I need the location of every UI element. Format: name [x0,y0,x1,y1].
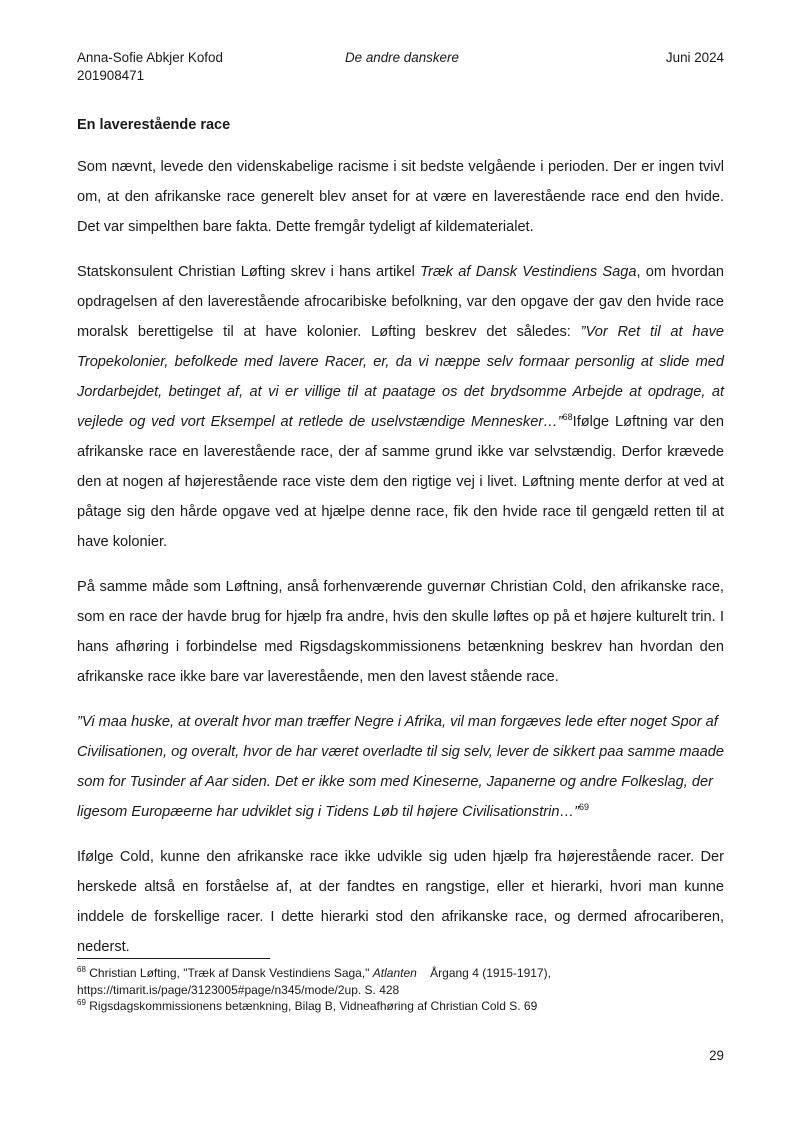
header-student-id: 201908471 [77,68,145,83]
paragraph-2 [77,257,724,557]
paragraph-2-rest: Ifølge Løftning var den afrikanske race en laverestående race, der af samme grund ikke var selvstændig. Derfor krævede den at nogen af højerestående race viste dem den rigtige vej i livet. Løftning mente derfor at ved at påtage sig den hårde opgave ved at hjælpe denne race, fik den hvide race til gengæld retten til at have kolonier. [77,414,724,550]
footnote-68-volume: Årgang 4 (1915-1917), [416,966,551,980]
footnote-divider [77,958,270,959]
document-page [77,0,724,1131]
footnote-69 [77,998,724,1015]
lofting-quote: ”Vor Ret til at have Tropekolonier, befolkede med lavere Racer, er, da vi næppe selv formaar personlig at slide med Jordarbejdet, betinget af, at vi er villige til at paatage os det brydsomme Arbejde at opdrage, at vejlede og ved vort Eksempel at retlede de uselvstændige Mennesker…” [77,324,724,430]
footnote-68-url[interactable]: https://timarit.is/page/3123005#page/n345/mode/2up. S. 428 [77,982,400,997]
header-author-block [77,49,223,85]
paragraph-3: På samme måde som Løftning, anså forhenværende guvernør Christian Cold, den afrikanske race, som en race der havde brug for hjælp fra andre, hvis den skulle løftes op på et højere kulturelt trin. I hans afhøring i forbindelse med Rigsdagskommissionens betænkning beskrev han hvordan den afrikanske race ikke bare var laverestående, men den lavest stående race. [77,579,724,685]
paragraph-2-mid: , om hvordan opdragelsen af den laverestående afrocaribiske befolkning, var den opgave der gav den hvide race moralsk berettigelse til at have kolonier. Løfting beskrev det således: [77,264,724,340]
article-title: Træk af Dansk Vestindiens Saga [420,264,637,280]
footnote-ref-68[interactable]: 68 [562,412,573,422]
paragraph-1: Som nævnt, levede den videnskabelige racisme i sit bedste velgående i perioden. Der er ingen tvivl om, at den afrikanske race generelt blev anset for at være en laverestående race end den hvide. Det var simpelthen bare fakta. Dette fremgår tydeligt af kildematerialet. [77,159,724,235]
footnote-68-number: 68 [77,965,86,974]
footnote-68 [77,965,724,998]
block-quote [77,707,724,827]
footnotes [77,965,724,1015]
page-number: 29 [709,1048,724,1063]
header-author: Anna-Sofie Abkjer Kofod [77,50,223,65]
footnote-69-text: Rigsdagskommissionens betænkning, Bilag B, Vidneafhøring af Christian Cold S. 69 [85,999,538,1013]
footnote-ref-69[interactable]: 69 [578,802,589,812]
footnote-68-text: Christian Løfting, "Træk af Dansk Vestindiens Saga," [85,966,373,980]
header-title: De andre danskere [345,50,459,65]
footnote-69-number: 69 [77,998,86,1007]
section-heading: En laverestående race [77,117,231,133]
cold-quote: ”Vi maa huske, at overalt hvor man træffer Negre i Afrika, vil man forgæves lede efter noget Spor af Civilisationen, og overalt, hvor de har været overladte til sig selv, lever de sikkert paa samme maade som for Tusinder af Aar siden. Det er ikke som med Kineserne, Japanerne og andre Folkeslag, der ligesom Europæerne har udviklet sig i Tidens Løb til højere Civilisationstrin…” [77,714,725,820]
header-date: Juni 2024 [665,50,724,65]
body-text [77,152,724,977]
paragraph-5: Ifølge Cold, kunne den afrikanske race ikke udvikle sig uden hjælp fra højerestående racer. Der herskede altså en forståelse af, at der fandtes en rangstige, eller et hierarki, hvori man kunne inddele de forskellige racer. I dette hierarki stod den afrikanske race, og dermed afrocariberen, nederst. [77,849,724,955]
paragraph-2-intro: Statskonsulent Christian Løfting skrev i hans artikel [77,264,421,280]
footnote-68-journal: Atlanten [372,966,417,980]
